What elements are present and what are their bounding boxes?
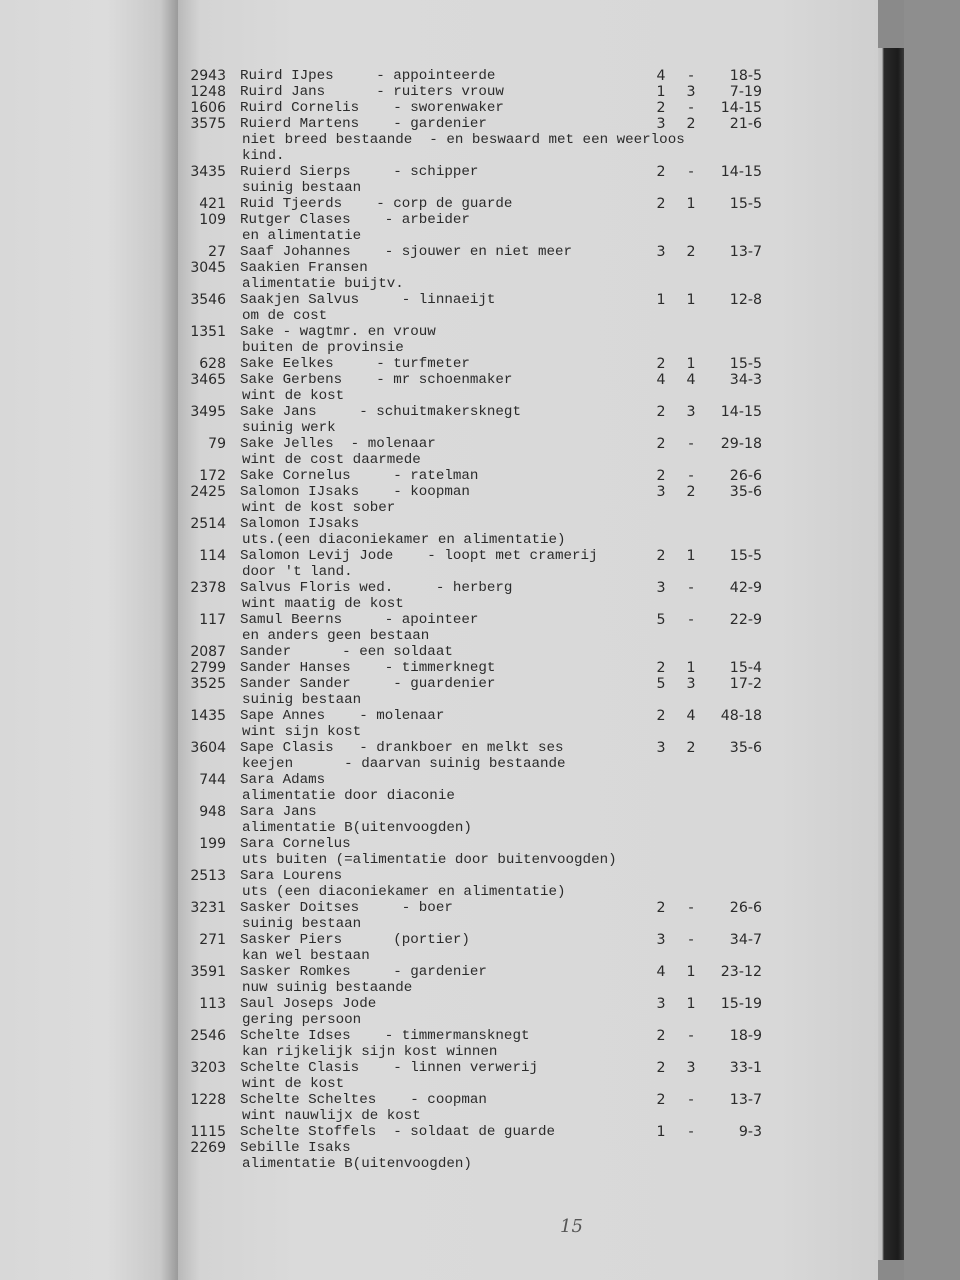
entry-number: 2943 (190, 68, 226, 84)
entry-column-2: 1 (686, 964, 696, 980)
entry-note: wint sijn kost (242, 724, 362, 740)
entry-column-2: 1 (686, 292, 696, 308)
entry-column-1: 3 (656, 116, 666, 132)
entry-column-3: 18-5 (729, 68, 762, 84)
register-entry-continuation (178, 180, 878, 196)
entry-number: 172 (199, 468, 226, 484)
entry-number: 271 (199, 932, 226, 948)
entry-column-3: 34-7 (729, 932, 762, 948)
entry-name-occupation: Schelte Clasis - linnen verwerij (240, 1060, 538, 1076)
entry-note: uts buiten (=alimentatie door buitenvoogden) (242, 852, 617, 868)
register-entry (178, 1140, 878, 1156)
entry-column-3: 15-4 (729, 660, 762, 676)
entry-number: 1248 (190, 84, 226, 100)
entry-column-2: 4 (686, 708, 696, 724)
entry-column-3: 7-19 (729, 84, 762, 100)
register-entry (178, 996, 878, 1012)
entry-note: en anders geen bestaan (242, 628, 430, 644)
entry-column-1: 2 (656, 660, 666, 676)
register-entry-continuation (178, 756, 878, 772)
entry-column-3: 29-18 (720, 436, 762, 452)
entry-column-2: 1 (686, 196, 696, 212)
entry-column-1: 2 (656, 196, 666, 212)
entry-name-occupation: Sake Gerbens - mr schoenmaker (240, 372, 513, 388)
entry-name-occupation: Saakjen Salvus - linnaeijt (240, 292, 496, 308)
entry-note: nuw suinig bestaande (242, 980, 413, 996)
book-spine-edge (878, 48, 904, 1260)
entry-column-1: 1 (656, 1124, 666, 1140)
register-entry (178, 932, 878, 948)
register-entry-continuation (178, 596, 878, 612)
entry-number: 79 (208, 436, 226, 452)
entry-column-2: - (688, 1028, 694, 1044)
entry-column-1: 2 (656, 1092, 666, 1108)
register-entry (178, 1028, 878, 1044)
entry-number: 2546 (190, 1028, 226, 1044)
entry-name-occupation: Sander - een soldaat (240, 644, 453, 660)
entry-column-3: 48-18 (720, 708, 762, 724)
register-entry (178, 836, 878, 852)
entry-column-3: 26-6 (729, 468, 762, 484)
register-entry (178, 1092, 878, 1108)
entry-number: 3591 (190, 964, 226, 980)
entry-name-occupation: Sara Lourens (240, 868, 343, 884)
entry-note: wint nauwlijx de kost (242, 1108, 421, 1124)
entry-number: 948 (199, 804, 226, 820)
entry-number: 1228 (190, 1092, 226, 1108)
register-entry (178, 868, 878, 884)
entry-column-3: 15-5 (729, 548, 762, 564)
entry-number: 1606 (190, 100, 226, 116)
entry-number: 3575 (190, 116, 226, 132)
entry-column-3: 33-1 (729, 1060, 762, 1076)
entry-column-3: 35-6 (729, 740, 762, 756)
entry-name-occupation: Ruird Jans - ruiters vrouw (240, 84, 504, 100)
entry-note: suinig bestaan (242, 916, 362, 932)
entry-note: niet breed bestaande - en beswaard met een weerloos (242, 132, 685, 148)
entry-name-occupation: Saaf Johannes - sjouwer en niet meer (240, 244, 573, 260)
entry-name-occupation: Sake Cornelus - ratelman (240, 468, 479, 484)
register-entry-continuation (178, 1076, 878, 1092)
entry-column-2: 2 (686, 244, 696, 260)
entry-name-occupation: Sara Cornelus (240, 836, 351, 852)
entry-column-1: 2 (656, 100, 666, 116)
register-entry (178, 660, 878, 676)
entry-number: 3045 (190, 260, 226, 276)
entry-note: door 't land. (242, 564, 353, 580)
entry-note: uts (een diaconiekamer en alimentatie) (242, 884, 566, 900)
entry-number: 1351 (190, 324, 226, 340)
entry-note: wint de cost daarmede (242, 452, 421, 468)
entry-column-2: 1 (686, 660, 696, 676)
register-entry (178, 612, 878, 628)
entry-name-occupation: Schelte Scheltes - coopman (240, 1092, 487, 1108)
register-entry-continuation (178, 388, 878, 404)
entry-note: wint maatig de kost (242, 596, 404, 612)
entry-name-occupation: Sasker Piers (portier) (240, 932, 470, 948)
entry-column-1: 2 (656, 548, 666, 564)
entry-column-3: 22-9 (729, 612, 762, 628)
register-entry-continuation (178, 276, 878, 292)
entry-column-2: - (688, 1124, 694, 1140)
register-entry (178, 68, 878, 84)
entry-number: 3495 (190, 404, 226, 420)
entry-note: alimentatie B(uitenvoogden) (242, 1156, 472, 1172)
register-entry-continuation (178, 308, 878, 324)
register-entry-continuation (178, 340, 878, 356)
register-entry (178, 404, 878, 420)
register-entry (178, 212, 878, 228)
entry-column-2: 3 (686, 1060, 696, 1076)
entry-number: 113 (199, 996, 226, 1012)
register-entry (178, 164, 878, 180)
entry-column-1: 4 (656, 68, 666, 84)
entry-column-2: 4 (686, 372, 696, 388)
entry-column-2: 1 (686, 548, 696, 564)
entry-name-occupation: Ruid Tjeerds - corp de guarde (240, 196, 513, 212)
entry-column-1: 2 (656, 356, 666, 372)
register-entry-continuation (178, 948, 878, 964)
entry-note: alimentatie B(uitenvoogden) (242, 820, 472, 836)
entry-column-3: 12-8 (729, 292, 762, 308)
entry-column-1: 2 (656, 1060, 666, 1076)
register-entry (178, 1124, 878, 1140)
page-folio-number: 15 (560, 1216, 583, 1237)
entry-name-occupation: Sander Hanses - timmerknegt (240, 660, 496, 676)
register-entry (178, 900, 878, 916)
entry-column-1: 3 (656, 580, 666, 596)
register-entry-continuation (178, 532, 878, 548)
entry-name-occupation: Samul Beerns - apointeer (240, 612, 479, 628)
entry-number: 109 (199, 212, 226, 228)
entry-column-3: 9-3 (738, 1124, 762, 1140)
entry-name-occupation: Ruierd Martens - gardenier (240, 116, 487, 132)
register-entry (178, 116, 878, 132)
entry-column-3: 14-15 (720, 404, 762, 420)
entry-column-2: 1 (686, 996, 696, 1012)
entry-note: en alimentatie (242, 228, 362, 244)
entry-column-3: 17-2 (729, 676, 762, 692)
entry-name-occupation: Sape Annes - molenaar (240, 708, 445, 724)
entry-name-occupation: Schelte Idses - timmermansknegt (240, 1028, 530, 1044)
entry-column-2: 1 (686, 356, 696, 372)
entry-note: wint de kost sober (242, 500, 396, 516)
register-entry-continuation (178, 628, 878, 644)
entry-number: 3604 (190, 740, 226, 756)
register-entry-continuation (178, 228, 878, 244)
register-entry-continuation (178, 820, 878, 836)
register-entry-continuation (178, 980, 878, 996)
left-page-edge (0, 0, 178, 1280)
entry-column-1: 2 (656, 708, 666, 724)
entry-column-2: - (688, 1092, 694, 1108)
register-entry (178, 324, 878, 340)
register-entry-continuation (178, 884, 878, 900)
entry-column-2: 3 (686, 84, 696, 100)
entry-name-occupation: Rutger Clases - arbeider (240, 212, 470, 228)
entry-column-1: 2 (656, 468, 666, 484)
register-entry (178, 356, 878, 372)
register-entry-continuation (178, 916, 878, 932)
entry-number: 27 (208, 244, 226, 260)
register-entry (178, 148, 878, 164)
entry-number: 628 (199, 356, 226, 372)
register-entry-continuation (178, 1156, 878, 1172)
entry-column-1: 3 (656, 932, 666, 948)
entry-name-occupation: Sara Adams (240, 772, 326, 788)
entry-note: gering persoon (242, 1012, 362, 1028)
entry-column-1: 4 (656, 372, 666, 388)
register-entry (178, 580, 878, 596)
entry-column-3: 14-15 (720, 164, 762, 180)
entry-number: 1115 (190, 1124, 226, 1140)
entry-name-occupation: Saakien Fransen (240, 260, 368, 276)
entry-column-2: 3 (686, 676, 696, 692)
entry-number: 117 (199, 612, 226, 628)
entry-column-1: 2 (656, 404, 666, 420)
register-entry (178, 740, 878, 756)
entry-note: kan rijkelijk sijn kost winnen (242, 1044, 498, 1060)
entry-name-occupation: Saul Joseps Jode (240, 996, 377, 1012)
entry-number: 2799 (190, 660, 226, 676)
entry-column-2: - (688, 932, 694, 948)
entry-note: alimentatie buijtv. (242, 276, 404, 292)
entry-column-2: - (688, 68, 694, 84)
entry-name-occupation: Sebille Isaks (240, 1140, 351, 1156)
entry-name-occupation: Salvus Floris wed. - herberg (240, 580, 513, 596)
entry-number: 3231 (190, 900, 226, 916)
entry-column-3: 15-5 (729, 196, 762, 212)
register-entry (178, 964, 878, 980)
entry-column-2: - (688, 468, 694, 484)
entry-name-occupation: Sasker Doitses - boer (240, 900, 453, 916)
entry-column-3: 35-6 (729, 484, 762, 500)
register-entry (178, 772, 878, 788)
entry-number: 3435 (190, 164, 226, 180)
entry-number: 2513 (190, 868, 226, 884)
register-entry (178, 244, 878, 260)
entry-number: 3465 (190, 372, 226, 388)
entry-name-occupation: Salomon IJsaks (240, 516, 360, 532)
entry-column-1: 2 (656, 436, 666, 452)
register-entry-continuation (178, 788, 878, 804)
entry-name-occupation: Sake Jelles - molenaar (240, 436, 436, 452)
entry-column-2: 2 (686, 484, 696, 500)
entry-number: 3525 (190, 676, 226, 692)
register-entry (178, 196, 878, 212)
entry-column-2: 3 (686, 404, 696, 420)
entry-column-1: 3 (656, 740, 666, 756)
entry-note: kind. (242, 148, 285, 164)
entry-name-occupation: Salomon Levij Jode - loopt met cramerij (240, 548, 598, 564)
entry-note: wint de kost (242, 1076, 345, 1092)
entry-name-occupation: Sara Jans (240, 804, 317, 820)
entry-note: alimentatie door diaconie (242, 788, 455, 804)
entry-number: 114 (199, 548, 226, 564)
entry-column-1: 5 (656, 612, 666, 628)
register-entry (178, 372, 878, 388)
register-entry (178, 516, 878, 532)
register-entry (178, 1060, 878, 1076)
entry-number: 3546 (190, 292, 226, 308)
entry-column-1: 4 (656, 964, 666, 980)
register-entry-continuation (178, 420, 878, 436)
entry-name-occupation: Sander Sander - guardenier (240, 676, 496, 692)
entry-number: 3203 (190, 1060, 226, 1076)
entry-note: suinig bestaan (242, 692, 362, 708)
background-surface (904, 0, 960, 1280)
register-entry (178, 484, 878, 500)
entry-note: suinig werk (242, 420, 336, 436)
entry-column-3: 23-12 (720, 964, 762, 980)
entry-note: uts.(een diaconiekamer en alimentatie) (242, 532, 566, 548)
entry-column-2: - (688, 580, 694, 596)
entry-name-occupation: Sake - wagtmr. en vrouw (240, 324, 436, 340)
register-entry (178, 84, 878, 100)
entry-note: om de cost (242, 308, 328, 324)
entry-name-occupation: Ruierd Sierps - schipper (240, 164, 479, 180)
entry-name-occupation: Ruird Cornelis - sworenwaker (240, 100, 504, 116)
entry-number: 2269 (190, 1140, 226, 1156)
entry-column-1: 2 (656, 164, 666, 180)
entry-note: suinig bestaan (242, 180, 362, 196)
register-entry-continuation (178, 692, 878, 708)
entry-column-2: - (688, 436, 694, 452)
entry-column-1: 1 (656, 292, 666, 308)
register-entry (178, 468, 878, 484)
register-entry (178, 804, 878, 820)
register-entry (178, 260, 878, 276)
entry-column-1: 3 (656, 996, 666, 1012)
entry-note: buiten de provinsie (242, 340, 404, 356)
register-entry (178, 676, 878, 692)
entry-column-1: 3 (656, 484, 666, 500)
entry-number: 2087 (190, 644, 226, 660)
entry-column-3: 14-15 (720, 100, 762, 116)
entry-column-1: 3 (656, 244, 666, 260)
entry-number: 744 (199, 772, 226, 788)
entry-number: 2514 (190, 516, 226, 532)
entry-name-occupation: Schelte Stoffels - soldaat de guarde (240, 1124, 556, 1140)
entry-column-1: 2 (656, 900, 666, 916)
register-entry-continuation (178, 452, 878, 468)
entry-column-2: - (688, 100, 694, 116)
entry-column-1: 1 (656, 84, 666, 100)
entry-column-3: 15-5 (729, 356, 762, 372)
register-entry-continuation (178, 1044, 878, 1060)
register-entry (178, 292, 878, 308)
entry-column-3: 34-3 (729, 372, 762, 388)
entry-name-occupation: Sake Jans - schuitmakersknegt (240, 404, 521, 420)
register-entry-continuation (178, 1012, 878, 1028)
entry-column-3: 13-7 (729, 1092, 762, 1108)
entry-name-occupation: Sake Eelkes - turfmeter (240, 356, 470, 372)
entry-column-1: 5 (656, 676, 666, 692)
register-entry (178, 708, 878, 724)
entry-column-2: - (688, 164, 694, 180)
entry-name-occupation: Ruird IJpes - appointeerde (240, 68, 496, 84)
entry-number: 2425 (190, 484, 226, 500)
entry-column-2: 2 (686, 116, 696, 132)
entry-column-3: 15-19 (720, 996, 762, 1012)
entry-number: 1435 (190, 708, 226, 724)
register-entry-continuation (178, 852, 878, 868)
entry-column-3: 26-6 (729, 900, 762, 916)
entry-name-occupation: Salomon IJsaks - koopman (240, 484, 470, 500)
register-entry (178, 548, 878, 564)
entry-note: kan wel bestaan (242, 948, 370, 964)
entry-column-2: - (688, 612, 694, 628)
register-entry (178, 436, 878, 452)
entry-number: 2378 (190, 580, 226, 596)
entry-number: 421 (199, 196, 226, 212)
entry-column-2: - (688, 900, 694, 916)
register-entry-continuation (178, 1108, 878, 1124)
register-entry (178, 100, 878, 116)
entry-column-1: 2 (656, 1028, 666, 1044)
register-entry (178, 644, 878, 660)
entry-column-3: 21-6 (729, 116, 762, 132)
register-entry-continuation (178, 132, 878, 148)
entry-name-occupation: Sasker Romkes - gardenier (240, 964, 487, 980)
entry-column-3: 18-9 (729, 1028, 762, 1044)
entry-note: keejen - daarvan suinig bestaande (242, 756, 566, 772)
entry-name-occupation: Sape Clasis - drankboer en melkt ses (240, 740, 564, 756)
entry-column-3: 42-9 (729, 580, 762, 596)
register-entry-continuation (178, 564, 878, 580)
entry-column-3: 13-7 (729, 244, 762, 260)
entry-column-2: 2 (686, 740, 696, 756)
entry-number: 199 (199, 836, 226, 852)
register-entry-continuation (178, 500, 878, 516)
entry-note: wint de kost (242, 388, 345, 404)
register-entry-continuation (178, 724, 878, 740)
